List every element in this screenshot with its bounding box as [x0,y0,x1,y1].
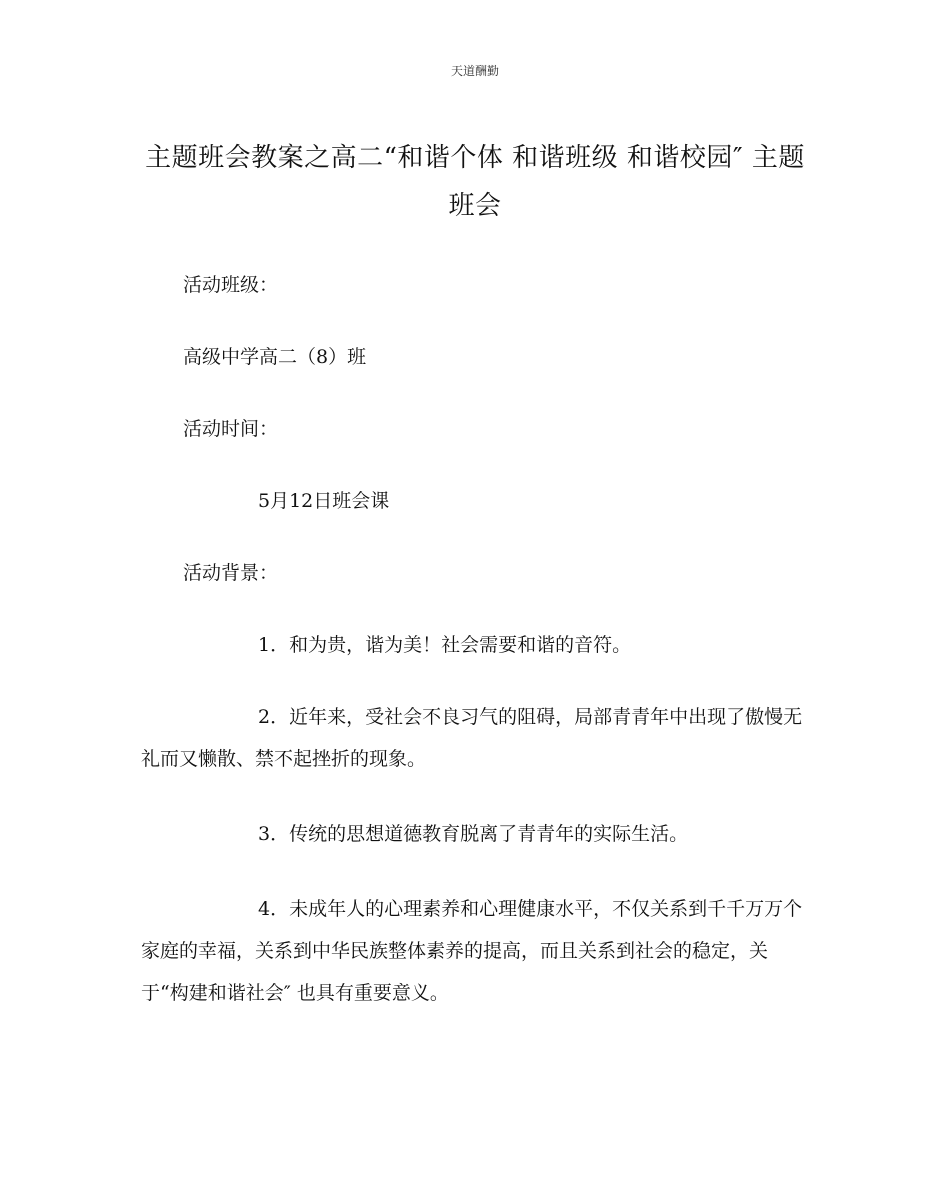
label-activity-background: 活动背景： [183,562,279,584]
page-header: 天道酬勤 [450,64,499,78]
label-activity-time: 活动时间： [183,418,279,440]
background-item-2: 2．近年来，受社会不良习气的阻碍，局部青青年中出现了傲慢无礼而又懒散、禁不起挫折的现象。 [141,706,803,770]
background-item-3: 3．传统的思想道德教育脱离了青青年的实际生活。 [258,823,689,845]
value-activity-time: 5月12日班会课 [258,490,390,512]
background-item-4: 4．未成年人的心理素养和心理健康水平，不仅关系到千千万万个家庭的幸福，关系到中华民族整体素养的提高，而且关系到社会的稳定，关于“构建和谐社会″ 也具有重要意义。 [141,898,803,1004]
background-item-1: 1．和为贵，谐为美！社会需要和谐的音符。 [258,634,632,656]
document-title: 主题班会教案之高二“和谐个体 和谐班级 和谐校园″ 主题班会 [145,143,805,221]
value-activity-class: 高级中学高二（8）班 [183,346,367,368]
label-activity-class: 活动班级： [183,274,279,296]
